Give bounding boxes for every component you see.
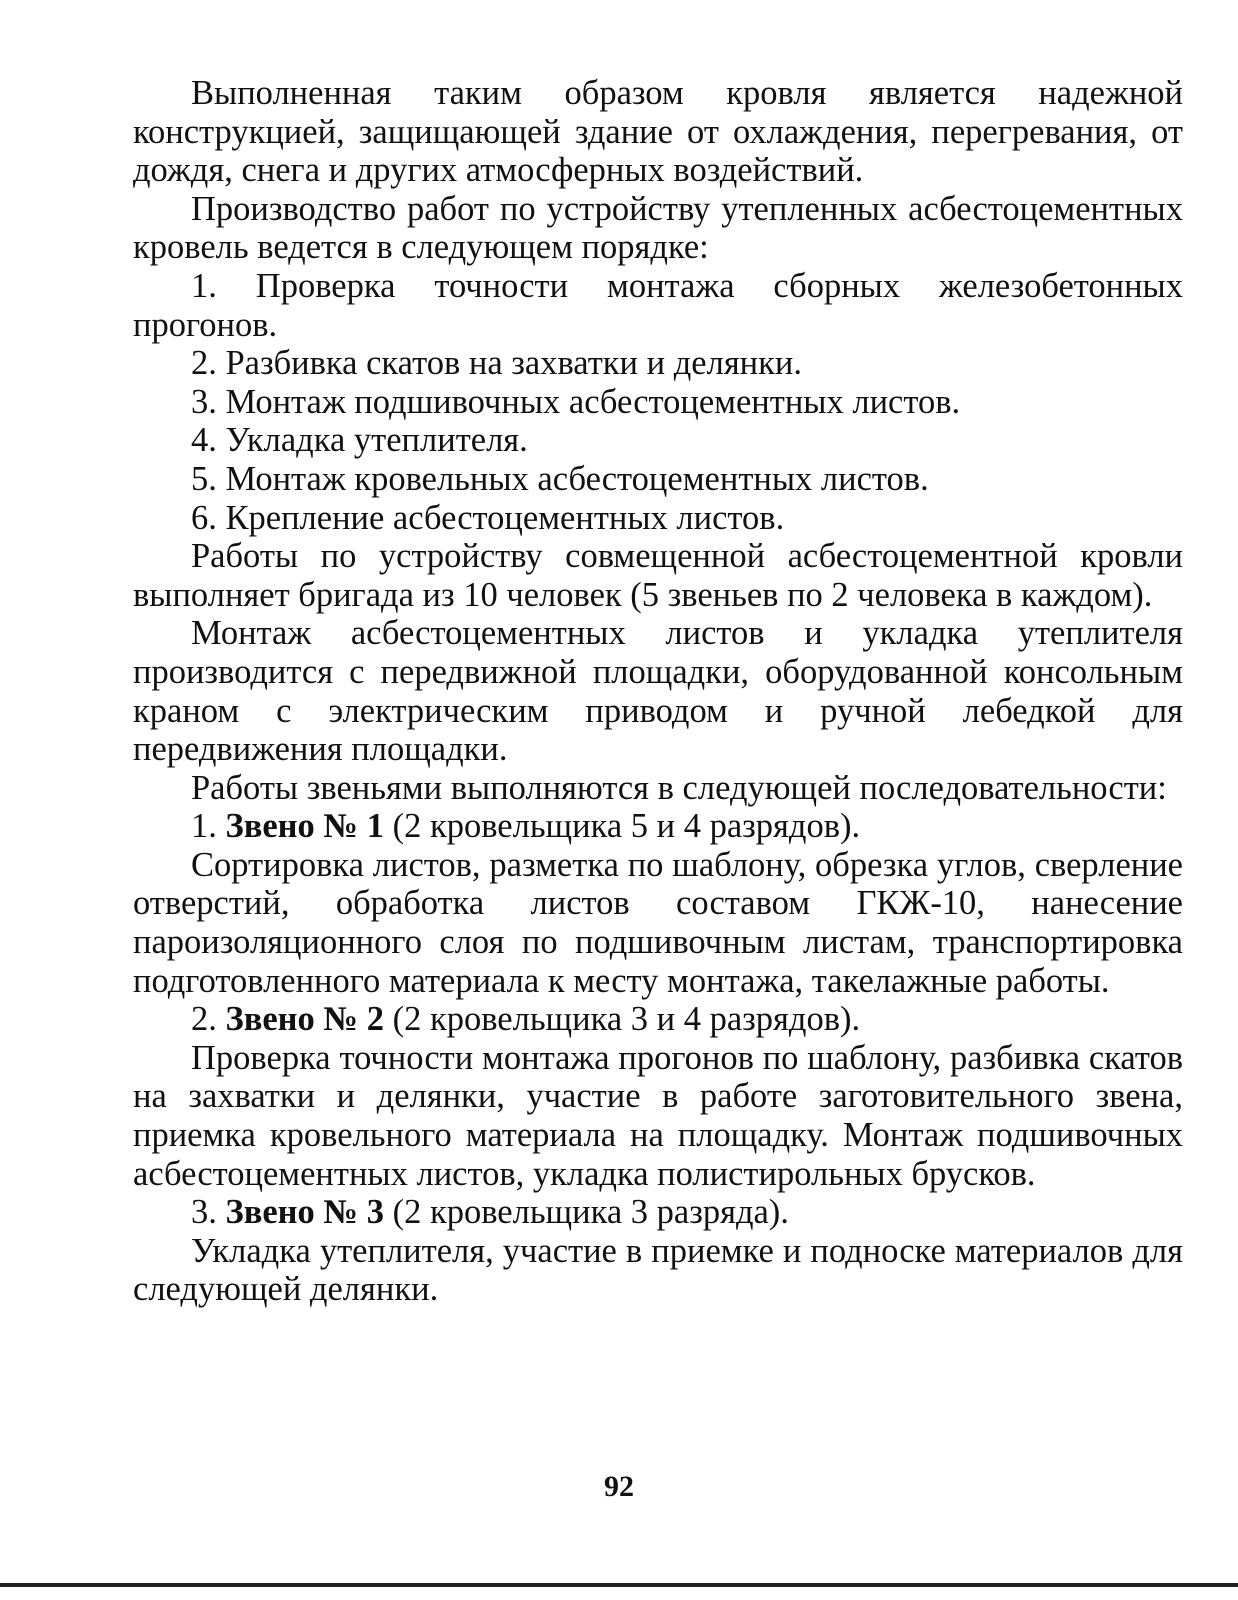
list-item-step-3: 3. Монтаж подшивочных асбестоцементных листов.: [191, 382, 961, 421]
crew-description-3: Укладка утеплителя, участие в приемке и подноске материалов для следующей делянки.: [133, 1231, 1183, 1309]
crew-title: Звено № 1: [225, 807, 384, 846]
crew-description-1: Сортировка листов, разметка по шаблону, обрезка углов, сверление отверстий, обработка листов составом ГКЖ-10, нанесение пароизоляционного слоя по подшивочным листам, транспортировка подготовленного материала к месту монтажа, такелажные работы.: [133, 845, 1183, 1000]
paragraph-roof-reliability: Выполненная таким образом кровля является надежной конструкцией, защищающей здание от охлаждения, перегревания, от дождя, снега и других атмосферных воздействий.: [133, 74, 1183, 190]
paragraph-work-order-intro: Производство работ по устройству утепленных асбестоцементных кровель ведется в следующем порядке:: [133, 189, 1183, 267]
page-body: [133, 74, 1183, 1309]
list-item-step-6: 6. Крепление асбестоцементных листов.: [191, 498, 785, 537]
crew-title: Звено № 2: [225, 1000, 384, 1039]
paragraph-brigade: Работы по устройству совмещенной асбестоцементной кровли выполняет бригада из 10 человек (5 звеньев по 2 человека в каждом).: [133, 537, 1183, 614]
crew-number: 1.: [191, 807, 217, 846]
crew-composition: (2 кровельщика 5 и 4 разрядов).: [392, 807, 861, 846]
crew-number: 3.: [191, 1193, 217, 1232]
crew-heading-2: [133, 1000, 1183, 1039]
paragraph-sequence-intro: Работы звеньями выполняются в следующей последовательности:: [191, 768, 1167, 807]
list-item-step-2: 2. Разбивка скатов на захватки и делянки.: [191, 344, 802, 383]
crew-description-2: Проверка точности монтажа прогонов по шаблону, разбивка скатов на захватки и делянки, участие в работе заготовительного звена, приемка кровельного материала на площадку. Монтаж подшивочных асбестоцементных листов, укладка полистирольных брусков.: [133, 1038, 1183, 1193]
crew-title: Звено № 3: [225, 1193, 384, 1232]
paragraph-platform: Монтаж асбестоцементных листов и укладка утеплителя производится с передвижной площадки, оборудованной консольным краном с электрическим приводом и ручной лебедкой для передвижения площадки.: [133, 614, 1183, 769]
crew-heading-1: [133, 807, 1183, 846]
page-number: 92: [604, 1470, 634, 1503]
list-item-step-1: 1. Проверка точности монтажа сборных железобетонных прогонов.: [133, 266, 1183, 344]
list-item-step-5: 5. Монтаж кровельных асбестоцементных листов.: [191, 459, 929, 498]
crew-composition: (2 кровельщика 3 разряда).: [392, 1193, 789, 1232]
bottom-border: [0, 1583, 1238, 1587]
crew-composition: (2 кровельщика 3 и 4 разрядов).: [392, 1000, 861, 1039]
crew-number: 2.: [191, 1000, 217, 1039]
list-item-step-4: 4. Укладка утеплителя.: [191, 421, 528, 460]
crew-heading-3: [133, 1193, 1183, 1232]
